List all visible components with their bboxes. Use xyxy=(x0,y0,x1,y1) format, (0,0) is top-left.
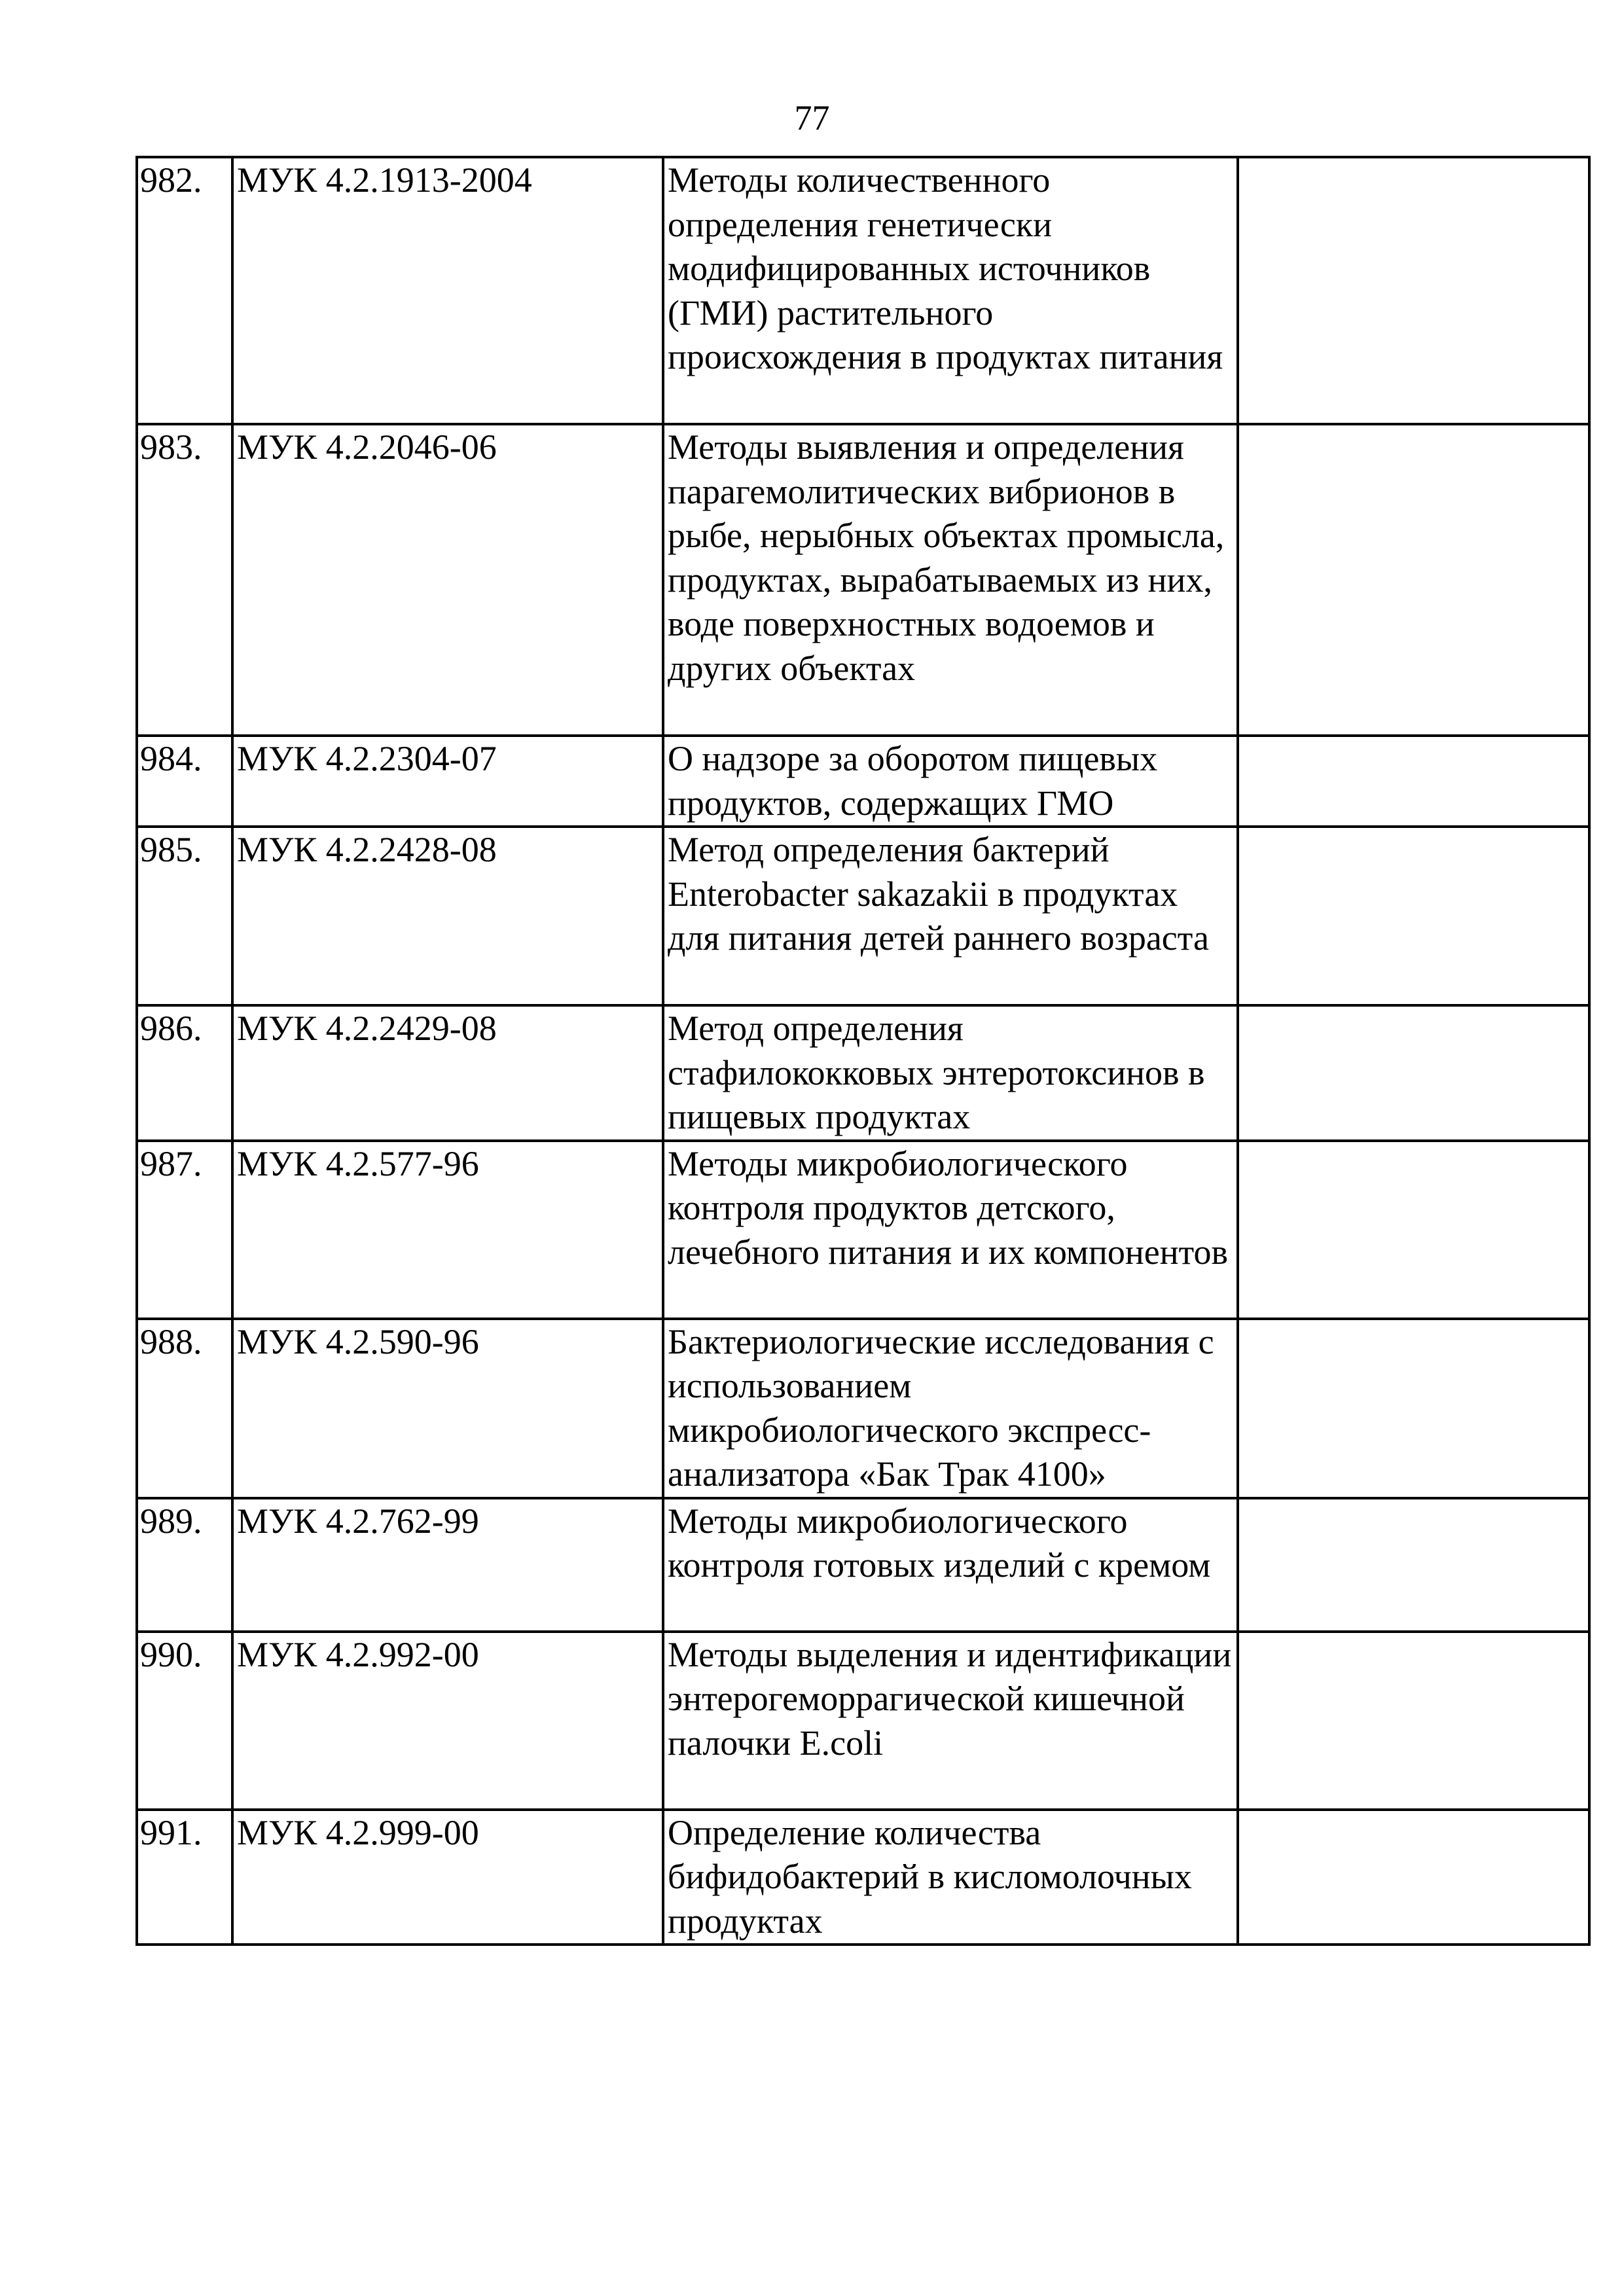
document-code: МУК 4.2.577-96 xyxy=(232,1141,663,1319)
page-number: 77 xyxy=(794,98,830,137)
document-title: Метод определения стафилококковых энтеротоксинов в пищевых продуктах xyxy=(663,1005,1238,1141)
document-title: Методы выделения и идентификации энтерогеморрагической кишечной палочки E.coli xyxy=(663,1632,1238,1810)
document-title: Метод определения бактерий Enterobacter sakazakii в продуктах для питания детей раннего возраста xyxy=(663,827,1238,1005)
document-code: МУК 4.2.590-96 xyxy=(232,1319,663,1498)
document-code: МУК 4.2.1913-2004 xyxy=(232,157,663,424)
document-code: МУК 4.2.2304-07 xyxy=(232,736,663,827)
row-number: 991. xyxy=(137,1810,232,1945)
table-row xyxy=(137,157,1589,424)
document-code: МУК 4.2.999-00 xyxy=(232,1810,663,1945)
notes-cell xyxy=(1238,1498,1589,1632)
document-title: Бактериологические исследования с использованием микробиологического экспресс-анализатора «Бак Трак 4100» xyxy=(663,1319,1238,1498)
row-number: 989. xyxy=(137,1498,232,1632)
document-code: МУК 4.2.762-99 xyxy=(232,1498,663,1632)
row-number: 990. xyxy=(137,1632,232,1810)
table-row xyxy=(137,1810,1589,1945)
notes-cell xyxy=(1238,1319,1589,1498)
notes-cell xyxy=(1238,1632,1589,1810)
table-row xyxy=(137,1632,1589,1810)
document-title: О надзоре за оборотом пищевых продуктов, содержащих ГМО xyxy=(663,736,1238,827)
document-code: МУК 4.2.992-00 xyxy=(232,1632,663,1810)
notes-cell xyxy=(1238,827,1589,1005)
row-number: 985. xyxy=(137,827,232,1005)
row-number: 983. xyxy=(137,424,232,736)
notes-cell xyxy=(1238,424,1589,736)
row-number: 984. xyxy=(137,736,232,827)
notes-cell xyxy=(1238,736,1589,827)
document-code: МУК 4.2.2428-08 xyxy=(232,827,663,1005)
document-title: Методы микробиологического контроля продуктов детского, лечебного питания и их компонентов xyxy=(663,1141,1238,1319)
table-row xyxy=(137,1498,1589,1632)
table-row xyxy=(137,827,1589,1005)
row-number: 982. xyxy=(137,157,232,424)
table-row xyxy=(137,424,1589,736)
document-code: МУК 4.2.2046-06 xyxy=(232,424,663,736)
document-title: Методы количественного определения генетически модифицированных источников (ГМИ) растительного происхождения в продуктах питания xyxy=(663,157,1238,424)
row-number: 987. xyxy=(137,1141,232,1319)
document-code: МУК 4.2.2429-08 xyxy=(232,1005,663,1141)
notes-cell xyxy=(1238,1810,1589,1945)
table-row xyxy=(137,1005,1589,1141)
document-title: Методы выявления и определения парагемолитических вибрионов в рыбе, нерыбных объектах промысла, продуктах, вырабатываемых из них, воде поверхностных водоемов и других объектах xyxy=(663,424,1238,736)
row-number: 988. xyxy=(137,1319,232,1498)
notes-cell xyxy=(1238,1141,1589,1319)
notes-cell xyxy=(1238,1005,1589,1141)
row-number: 986. xyxy=(137,1005,232,1141)
table-row xyxy=(137,1141,1589,1319)
notes-cell xyxy=(1238,157,1589,424)
document-title: Методы микробиологического контроля готовых изделий с кремом xyxy=(663,1498,1238,1632)
documents-table xyxy=(135,156,1591,1946)
table-row xyxy=(137,1319,1589,1498)
document-title: Определение количества бифидобактерий в кисломолочных продуктах xyxy=(663,1810,1238,1945)
table-row xyxy=(137,736,1589,827)
